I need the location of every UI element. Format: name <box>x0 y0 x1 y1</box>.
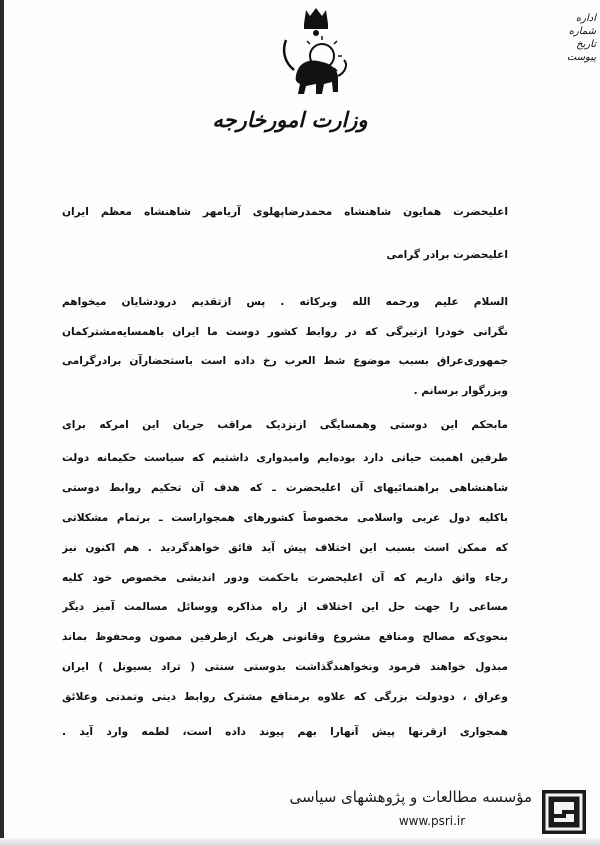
margin-field-date: تاریخ <box>576 39 596 50</box>
paragraph-line: بنحوی‌که مصالح ومنافع مشروع وقانونی هریک ازطرفین مصون ومحفوظ بماند <box>62 631 508 643</box>
institute-url: www.psri.ir <box>398 814 466 828</box>
ministry-title: وزارت امورخارجه <box>212 107 368 132</box>
paragraph-line: مبذول خواهند فرمود ونخواهندگذاشت بدوستی سنتی ( تراد یسیونل ) ایران <box>62 661 508 673</box>
institute-watermark: مؤسسه مطالعات و پژوهشهای سیاسی <box>289 788 532 806</box>
lion-and-sun-emblem-icon <box>278 6 354 102</box>
paragraph-line: مابحکم این دوستی وهمسایگی ازنزدیک مراقب جریان این امرکه برای <box>62 419 508 431</box>
address-line: اعلیحضرت همایون شاهنشاه محمدرضاپهلوی آریامهر شاهنشاه معظم ایران <box>62 206 508 218</box>
paragraph-line: وعراق ، دودولت بزرگی که علاوه برمنافع مشترک روابط دینی وتمدنی وعلائق <box>62 691 508 703</box>
paragraph-line: که ممکن است بسبب این اختلاف پیش آید فائق خواهدگردید . هم اکنون نیز <box>62 542 508 554</box>
paragraph-line: السلام علیم ورحمه الله وبرکاته . پس ازتقدیم درودشایان میخواهم <box>62 296 508 308</box>
scan-edge <box>0 0 4 846</box>
paragraph-line: باکلیه دول عربی واسلامی مخصوصاً کشورهای همجواراست ـ برتمام مشکلاتی <box>62 512 508 524</box>
salutation: اعلیحضرت برادر گرامی <box>386 249 508 261</box>
paragraph-line: طرفین اهمیت حیاتی دارد بوده‌ایم وامیدواری داشتیم که سیاست حکیمانه دولت <box>62 452 508 464</box>
letterhead-margin-fields <box>564 12 596 67</box>
paragraph-line: رجاء واثق داریم که آن اعلیحضرت باحکمت ودور اندیشی مخصوص خود کلیه <box>62 572 508 584</box>
institute-logo-icon <box>542 790 586 834</box>
paragraph-line: جمهوری‌عراق بسبب موضوع شط العرب رخ داده است باستحضارآن برادرگرامی <box>62 355 508 367</box>
margin-field-attachment: پیوست <box>566 52 596 63</box>
paragraph-line: شاهنشاهی براهنمائیهای آن اعلیحضرت ـ که هدف آن تحکیم روابط دوستی <box>62 482 508 494</box>
margin-field-department: اداره <box>575 13 596 24</box>
paragraph-line: نگرانی خودرا ازتیرگی که در روابط کشور دوست ما ایران باهمسایه‌مشترکمان <box>62 326 508 338</box>
paragraph-line: وبزرگوار برسانم . <box>413 385 508 397</box>
paragraph-line: همجواری ازقرنها پیش آنهارا بهم پیوند داده است، لطمه وارد آید . <box>62 726 508 738</box>
paragraph-line: مساعی را جهت حل این اختلاف از راه مذاکره ووسائل مسالمت آمیز دیگر <box>62 601 508 613</box>
margin-field-number: شماره <box>568 26 596 37</box>
scan-bottom-edge <box>0 838 600 846</box>
